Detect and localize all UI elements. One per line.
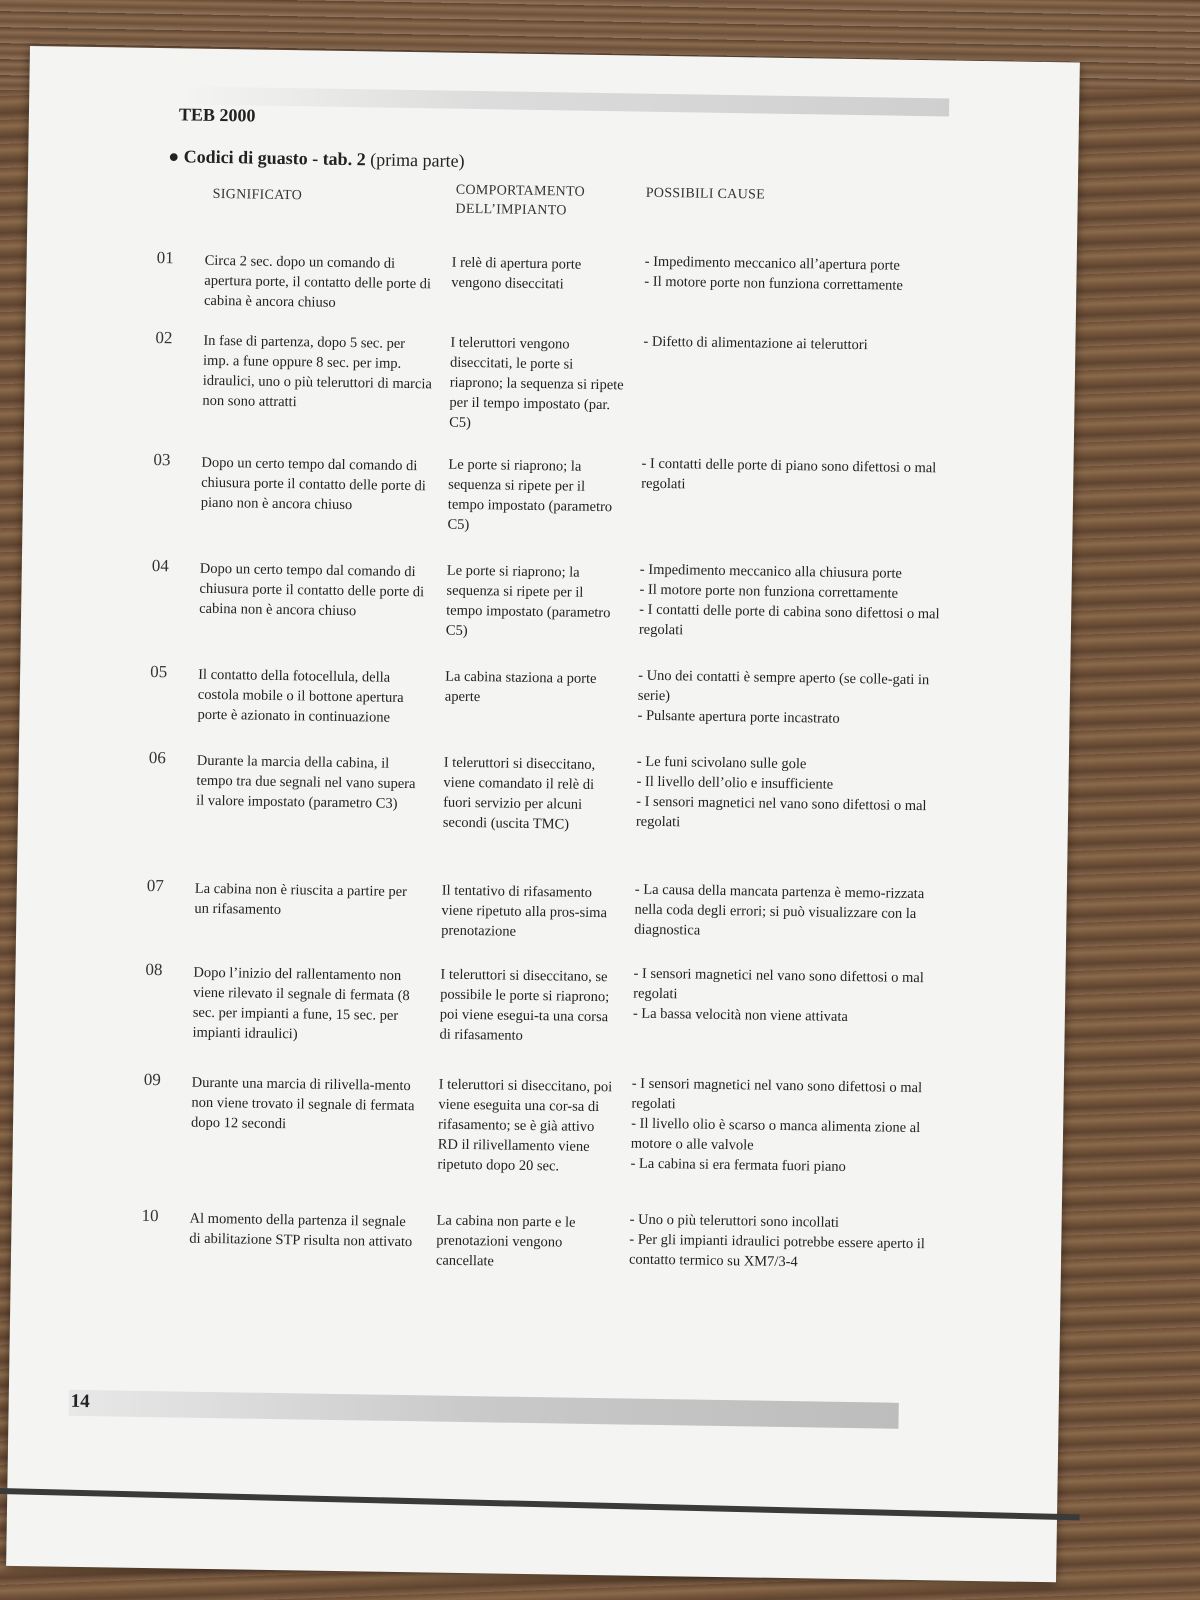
table-row [24,448,1024,533]
column-header-meaning: SIGNIFICATO [212,186,303,204]
column-header-causes: POSSIBILI CAUSE [645,185,766,203]
fault-code: 03 [153,449,171,470]
cause-item: - I sensori magnetici nel vano sono difettosi o mal regolati [631,1075,923,1113]
table-row [16,958,1016,1044]
possible-causes [634,880,955,945]
cause-item: - I sensori magnetici nel vano sono difettosi o mal regolati [635,793,927,831]
cause-item: - Per gli impianti idraulici potrebbe essere aperto il contatto termico su XM7/3-4 [628,1231,925,1271]
cause-item: - Il livello dell’olio e insufficiente [636,773,834,793]
fault-code: 09 [143,1069,161,1090]
cause-item: - Difetto di alimentazione ai teleruttori [643,333,868,354]
fault-meaning: In fase di partenza, dopo 5 sec. per imp. a fune oppure 8 sec. per imp. idraulici, uno o più teleruttori di marcia non sono attratti [202,332,432,411]
cause-item: - I contatti delle porte di piano sono difettosi o mal regolati [641,455,937,493]
table-row [12,1204,1012,1271]
fault-code: 07 [146,875,164,896]
table-row [22,554,1022,639]
page-number: 14 [70,1390,90,1413]
fault-code: 01 [156,248,174,268]
cause-item: - I contatti delle porte di cabina sono difettosi o mal regolati [638,601,940,639]
section-title-rest: (prima parte) [365,149,465,171]
fault-meaning: Dopo un certo tempo dal comando di chiusura porte il contatto delle porte di cabina non è ancora chiuso [199,560,425,620]
possible-causes [636,752,957,837]
possible-causes [639,560,960,645]
fault-meaning: La cabina non è riuscita a partire per un rifasamento [194,880,408,919]
cause-item: - Impedimento meccanico alla chiusura porte [639,561,903,582]
fault-code: 04 [151,555,170,576]
fault-meaning: Dopo un certo tempo dal comando di chiusura porte il contatto delle porte di piano non è ancora chiuso [200,454,426,514]
system-behaviour: La cabina non parte e le prenotazioni vengono cancellate [435,1212,576,1270]
cause-item: - La bassa velocità non viene attivata [632,1005,848,1025]
possible-causes [644,252,965,297]
fault-meaning: Dopo l’inizio del rallentamento non viene rilevato il segnale di fermata (8 sec. per impianti a fune, 15 sec. per impianti idraulici) [192,964,410,1043]
system-behaviour: I relè di apertura porte vengono diseccitati [451,254,582,293]
system-behaviour: Le porte si riaprono; la sequenza si ripete per il tempo impostato (parametro C5) [447,456,613,533]
document-page [6,46,1080,1582]
cause-item: - Il livello olio è scarso o manca alimenta zione al motore o alle valvole [630,1115,921,1154]
fault-meaning: Circa 2 sec. dopo un comando di apertura porte, il contatto delle porte di cabina è ancora chiuso [203,252,432,311]
possible-causes [629,1210,950,1275]
cause-item: - Uno o più teleruttori sono incollati [629,1211,840,1231]
system-behaviour: I teleruttori si diseccitano, se possibile le porte si riaprono; poi viene esegui-ta una corsa di rifasamento [439,966,610,1044]
table-row [20,660,1020,727]
cause-item: - I sensori magnetici nel vano sono difettosi o mal regolati [633,965,924,1003]
fault-meaning: Durante la marcia della cabina, il tempo tra due segnali nel vano supera il valore impostato (parametro C3) [196,752,416,812]
fault-meaning: Durante una marcia di rilivella-mento non viene trovato il segnale di fermata dopo 12 secondi [190,1074,415,1133]
cause-item: - La cabina si era fermata fuori piano [630,1155,847,1175]
column-header-behaviour: COMPORTAMENTO DELL’IMPIANTO [455,182,586,219]
possible-causes [630,1074,952,1179]
table-row [19,746,1019,833]
system-behaviour: I teleruttori si diseccitano, viene comandato il relè di fuori servizio per alcuni secondi (uscita TMC) [442,754,596,833]
table-row [17,874,1017,940]
table-row [26,326,1026,431]
cause-item: - Il motore porte non funziona correttamente [639,581,899,602]
cause-item: - Le funi scivolano sulle gole [636,753,807,773]
possible-causes [637,666,958,731]
system-behaviour: I teleruttori si diseccitano, poi viene eseguita una cor-sa di rifasamento; se è già attivo RD il rilivellamento viene ripetuto dopo 20 sec. [437,1076,613,1175]
cause-item: - La causa della mancata partenza è memo-rizzata nella coda degli errori; si può visualizzare con la diagnostica [634,881,925,939]
cause-item: - Il motore porte non funziona correttamente [644,273,903,294]
section-title [168,146,465,172]
fault-meaning: Il contatto della fotocellula, della costola mobile o il bottone apertura porte è azionato in continuazione [197,666,404,726]
fault-meaning: Al momento della partenza il segnale di abilitazione STP risulta non attivato [189,1210,413,1251]
table-row [27,246,1027,311]
document-title: TEB 2000 [178,104,256,126]
system-behaviour: Il tentativo di rifasamento viene ripetuto alla pros-sima prenotazione [441,882,608,940]
fault-code: 08 [145,959,163,980]
fault-code: 06 [148,747,166,768]
fault-code: 05 [150,661,168,682]
footer-gray-band [68,1390,898,1429]
possible-causes [641,454,962,499]
possible-causes [633,964,954,1029]
table-row [14,1068,1014,1175]
fault-code: 02 [155,328,173,348]
system-behaviour: La cabina staziona a porte aperte [444,668,597,706]
cause-item: - Pulsante apertura porte incastrato [637,707,840,727]
possible-causes [643,332,963,357]
cause-item: - Impedimento meccanico all’apertura porte [644,253,901,274]
fault-code: 10 [141,1205,159,1226]
section-title-bold: Codici di guasto - tab. 2 [183,146,366,170]
header-gray-band [179,86,949,116]
cause-item: - Uno dei contatti è sempre aperto (se colle-gati in serie) [637,667,930,705]
bullet-icon: ● [168,146,180,167]
system-behaviour: Le porte si riaprono; la sequenza si ripete per il tempo impostato (parametro C5) [445,562,611,639]
system-behaviour: I teleruttori vengono diseccitati, le porte si riaprono; la sequenza si ripete per il tempo impostato (par. C5) [449,334,624,431]
